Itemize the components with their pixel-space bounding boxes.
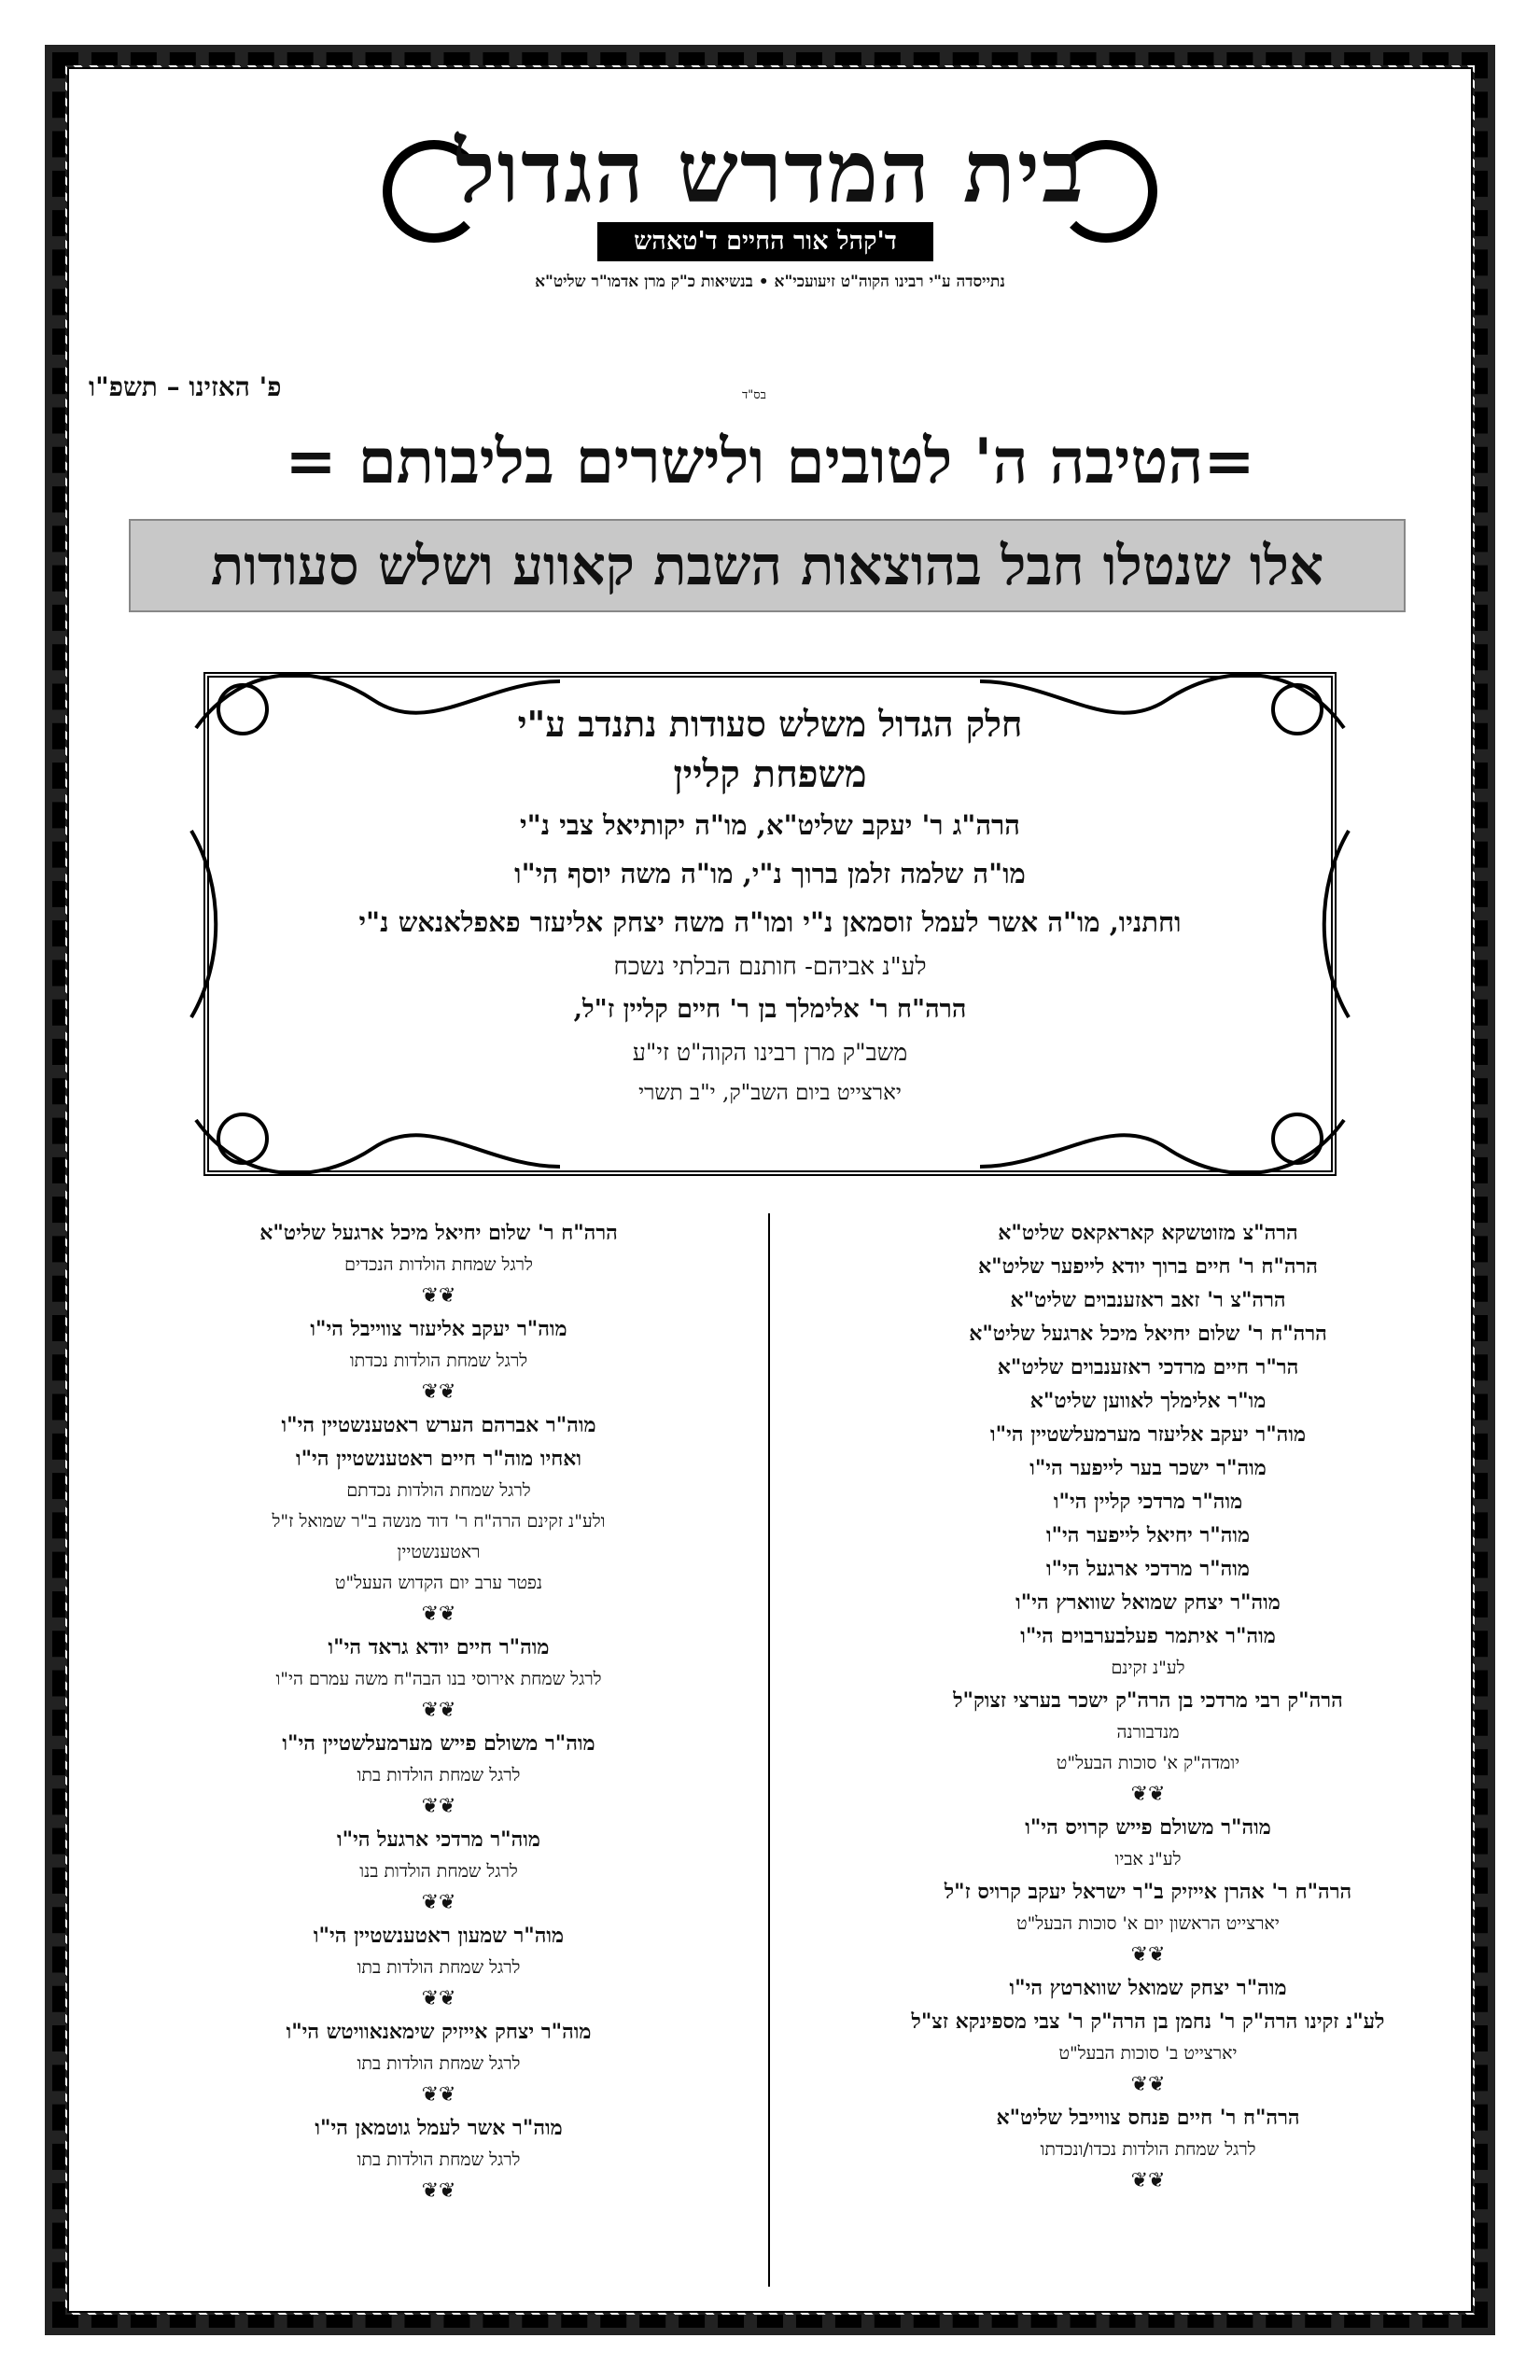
logo	[373, 103, 1167, 327]
dedication-line: וחתניו, מו"ה אשר לעמל זוסמאן נ"י ומו"ה משה יצחק אליעזר פאפלאנאש נ"י	[358, 906, 1182, 938]
flower-ornament-icon: ❦❦	[421, 1795, 456, 1818]
flower-ornament-icon: ❦❦	[421, 1891, 456, 1914]
donor-list-left	[112, 1216, 765, 2207]
donor-name: מוה"ר משולם פייש מערמעלשטיין הי"ו	[282, 1731, 595, 1756]
donor-note: לע"נ אביו	[1114, 1849, 1182, 1869]
donor-name: מוה"ר ישכר בער לייפער הי"ו	[1029, 1456, 1267, 1480]
donor-note: לרגל שמחת הולדות בתו	[357, 2053, 521, 2074]
donor-name: מוה"ר איתמר פעלבערבוים הי"ו	[1020, 1624, 1276, 1648]
donor-name: מוה"ר מרדכי ארגעל הי"ו	[337, 1827, 540, 1852]
logo-title: בית המדרש הגדול	[455, 121, 1085, 222]
headline: =הטיבה ה' לטובים ולישרים בליבותם =	[285, 425, 1255, 497]
donor-name: מוה"ר יחיאל לייפער הי"ו	[1045, 1523, 1251, 1547]
donor-name: מו"ר אלימלך לאווען שליט"א	[1029, 1389, 1267, 1413]
parsha-label: פ' האזינו – תשפ"ו	[89, 371, 282, 402]
flower-ornament-icon: ❦❦	[421, 1987, 456, 2010]
donor-note: לרגל שמחת הולדות הנכדים	[344, 1254, 533, 1275]
donor-note: מנדבורנה	[1116, 1722, 1180, 1743]
donor-name: הרה"ח ר' חיים פנחס צווייבל שליט"א	[996, 2106, 1300, 2130]
flower-ornament-icon: ❦❦	[1130, 2073, 1166, 2096]
dedication-line: לע"נ אביהם- חותנם הבלתי נשכח	[613, 953, 927, 981]
dedication-line: משב"ק מרן רבינו הקוה"ט זי"ע	[632, 1039, 908, 1066]
donor-note: לרגל שמחת אירוסי בנו הבה"ח משה עמרם הי"ו	[275, 1669, 602, 1689]
logo-arc-text: נתייסדה ע"י רבינו הקוה"ט זיעועכי"א • בנשיאות כ"ק מרן אדמו"ר שליט"א	[535, 273, 1005, 291]
donor-name: מוה"ר יעקב אליעזר צווייבל הי"ו	[310, 1317, 567, 1341]
dedication-line: חלק הגדול משלש סעודות נתנדב ע"י	[517, 703, 1023, 745]
donor-name: מוה"ר יצחק שמואל שווארץ הי"ו	[1015, 1590, 1281, 1615]
donor-name: הרה"ח ר' שלום יחיאל מיכל ארגעל שליט"א	[259, 1221, 618, 1245]
donor-name: ואחיו מוה"ר חיים ראטענשטיין הי"ו	[295, 1447, 582, 1471]
donor-name: מוה"ר אברהם הערש ראטענשטיין הי"ו	[281, 1413, 596, 1437]
donor-name: מוה"ר אשר לעמל גוטמאן הי"ו	[315, 2116, 563, 2140]
flower-ornament-icon: ❦❦	[421, 2083, 456, 2107]
donor-name: מוה"ר חיים יודא גראד הי"ו	[328, 1635, 550, 1659]
donor-note: לרגל שמחת הולדות נכדתו	[349, 1351, 528, 1371]
dedication-line: הרה"ג ר' יעקב שליט"א, מו"ה יקותיאל צבי נ"י	[520, 809, 1020, 841]
donor-note: ראטענשטיין	[397, 1542, 481, 1562]
donor-name: הרה"ח ר' אהרן אייזיק ב"ר ישראל יעקב קרויס ז"ל	[944, 1880, 1352, 1904]
donor-note: יארצייט ב' סוכות הבעל"ט	[1058, 2043, 1238, 2064]
donor-note: לרגל שמחת הולדות בתו	[357, 1765, 521, 1785]
dedication-line: הרה"ח ר' אלימלך בן ר' חיים קליין ז"ל,	[573, 995, 967, 1024]
flower-ornament-icon: ❦❦	[1130, 2169, 1166, 2192]
donor-name: מוה"ר מרדכי קליין הי"ו	[1053, 1490, 1243, 1514]
donor-note: לע"נ זקינם	[1111, 1658, 1185, 1678]
donor-note: לרגל שמחת הולדות בתו	[357, 1957, 521, 1978]
ornamental-frame	[187, 644, 1353, 1204]
flower-ornament-icon: ❦❦	[421, 1284, 456, 1308]
donor-note: יארצייט הראשון יום א' סוכות הבעל"ט	[1016, 1913, 1280, 1934]
donor-name: מוה"ר יצחק אייזיק שימאנאוויטש הי"ו	[286, 2020, 592, 2044]
donor-name: הרה"ח ר' שלום יחיאל מיכל ארגעל שליט"א	[969, 1322, 1327, 1346]
donor-name: הרה"צ מזוטשקא קאראקאס שליט"א	[998, 1221, 1298, 1245]
column-divider	[768, 1213, 770, 2287]
donor-name: מוה"ר יעקב אליעזר מערמעלשטיין הי"ו	[989, 1422, 1306, 1447]
donor-name: הרה"ק רבי מרדכי בן הרה"ק ישכר בערצי זצוק"ל	[953, 1688, 1343, 1713]
donor-note: לרגל שמחת הולדות בתו	[357, 2149, 521, 2170]
donor-name: מוה"ר שמעון ראטענשטיין הי"ו	[313, 1924, 565, 1948]
donor-note: נפטר ערב יום הקדוש העעל"ט	[334, 1573, 543, 1593]
dedication-line: מו"ה שלמה זלמן ברוך נ"י, מו"ה משה יוסף הי"ו	[514, 858, 1026, 889]
donor-name: הרה"ח ר' חיים ברוך יודא לייפער שליט"א	[978, 1254, 1318, 1279]
donor-list-right	[821, 1216, 1475, 2197]
logo-subtitle: ד'קהל אור החיים ד'טאהש	[597, 222, 933, 261]
donor-name: מוה"ר מרדכי ארגעל הי"ו	[1046, 1557, 1250, 1581]
flower-ornament-icon: ❦❦	[421, 1699, 456, 1722]
flower-ornament-icon: ❦❦	[1130, 1783, 1166, 1806]
dedication-line: משפחת קליין	[673, 752, 867, 796]
dedication-line: יארצייט ביום השב"ק, י"ב תשרי	[638, 1081, 902, 1105]
dedication-text	[355, 700, 1185, 1113]
donor-note: לרגל שמחת הולדות נכדו/ונכדתו	[1040, 2139, 1256, 2160]
donor-note: יומדה"ק א' סוכות הבעל"ט	[1056, 1753, 1240, 1773]
flower-ornament-icon: ❦❦	[421, 1380, 456, 1404]
donor-note: לרגל שמחת הולדות בנו	[359, 1861, 518, 1882]
donor-name: הר"ר חיים מרדכי ראזענבוים שליט"א	[997, 1355, 1299, 1379]
flower-ornament-icon: ❦❦	[421, 1603, 456, 1626]
donor-name: מוה"ר משולם פייש קרויס הי"ו	[1025, 1815, 1271, 1840]
flower-ornament-icon: ❦❦	[1130, 1943, 1166, 1967]
donor-note: ולע"נ זקינם הרה"ח ר' דוד מנשה ב"ר שמואל ז"ל	[272, 1511, 606, 1532]
bsd-label: בס"ד	[742, 388, 766, 402]
donor-name: הרה"צ ר' זאב ראזענבוים שליט"א	[1010, 1288, 1286, 1312]
flower-ornament-icon: ❦❦	[421, 2179, 456, 2203]
donor-name: לע"נ זקינו הרה"ק ר' נחמן בן הרה"ק ר' צבי מספינקא זצ"ל	[911, 2009, 1385, 2034]
donor-name: מוה"ר יצחק שמואל שווארטץ הי"ו	[1009, 1976, 1287, 2000]
banner: אלו שנטלו חבל בהוצאות השבת קאווע ושלש סעודות	[129, 519, 1406, 612]
donor-note: לרגל שמחת הולדות נכדתם	[346, 1480, 531, 1501]
